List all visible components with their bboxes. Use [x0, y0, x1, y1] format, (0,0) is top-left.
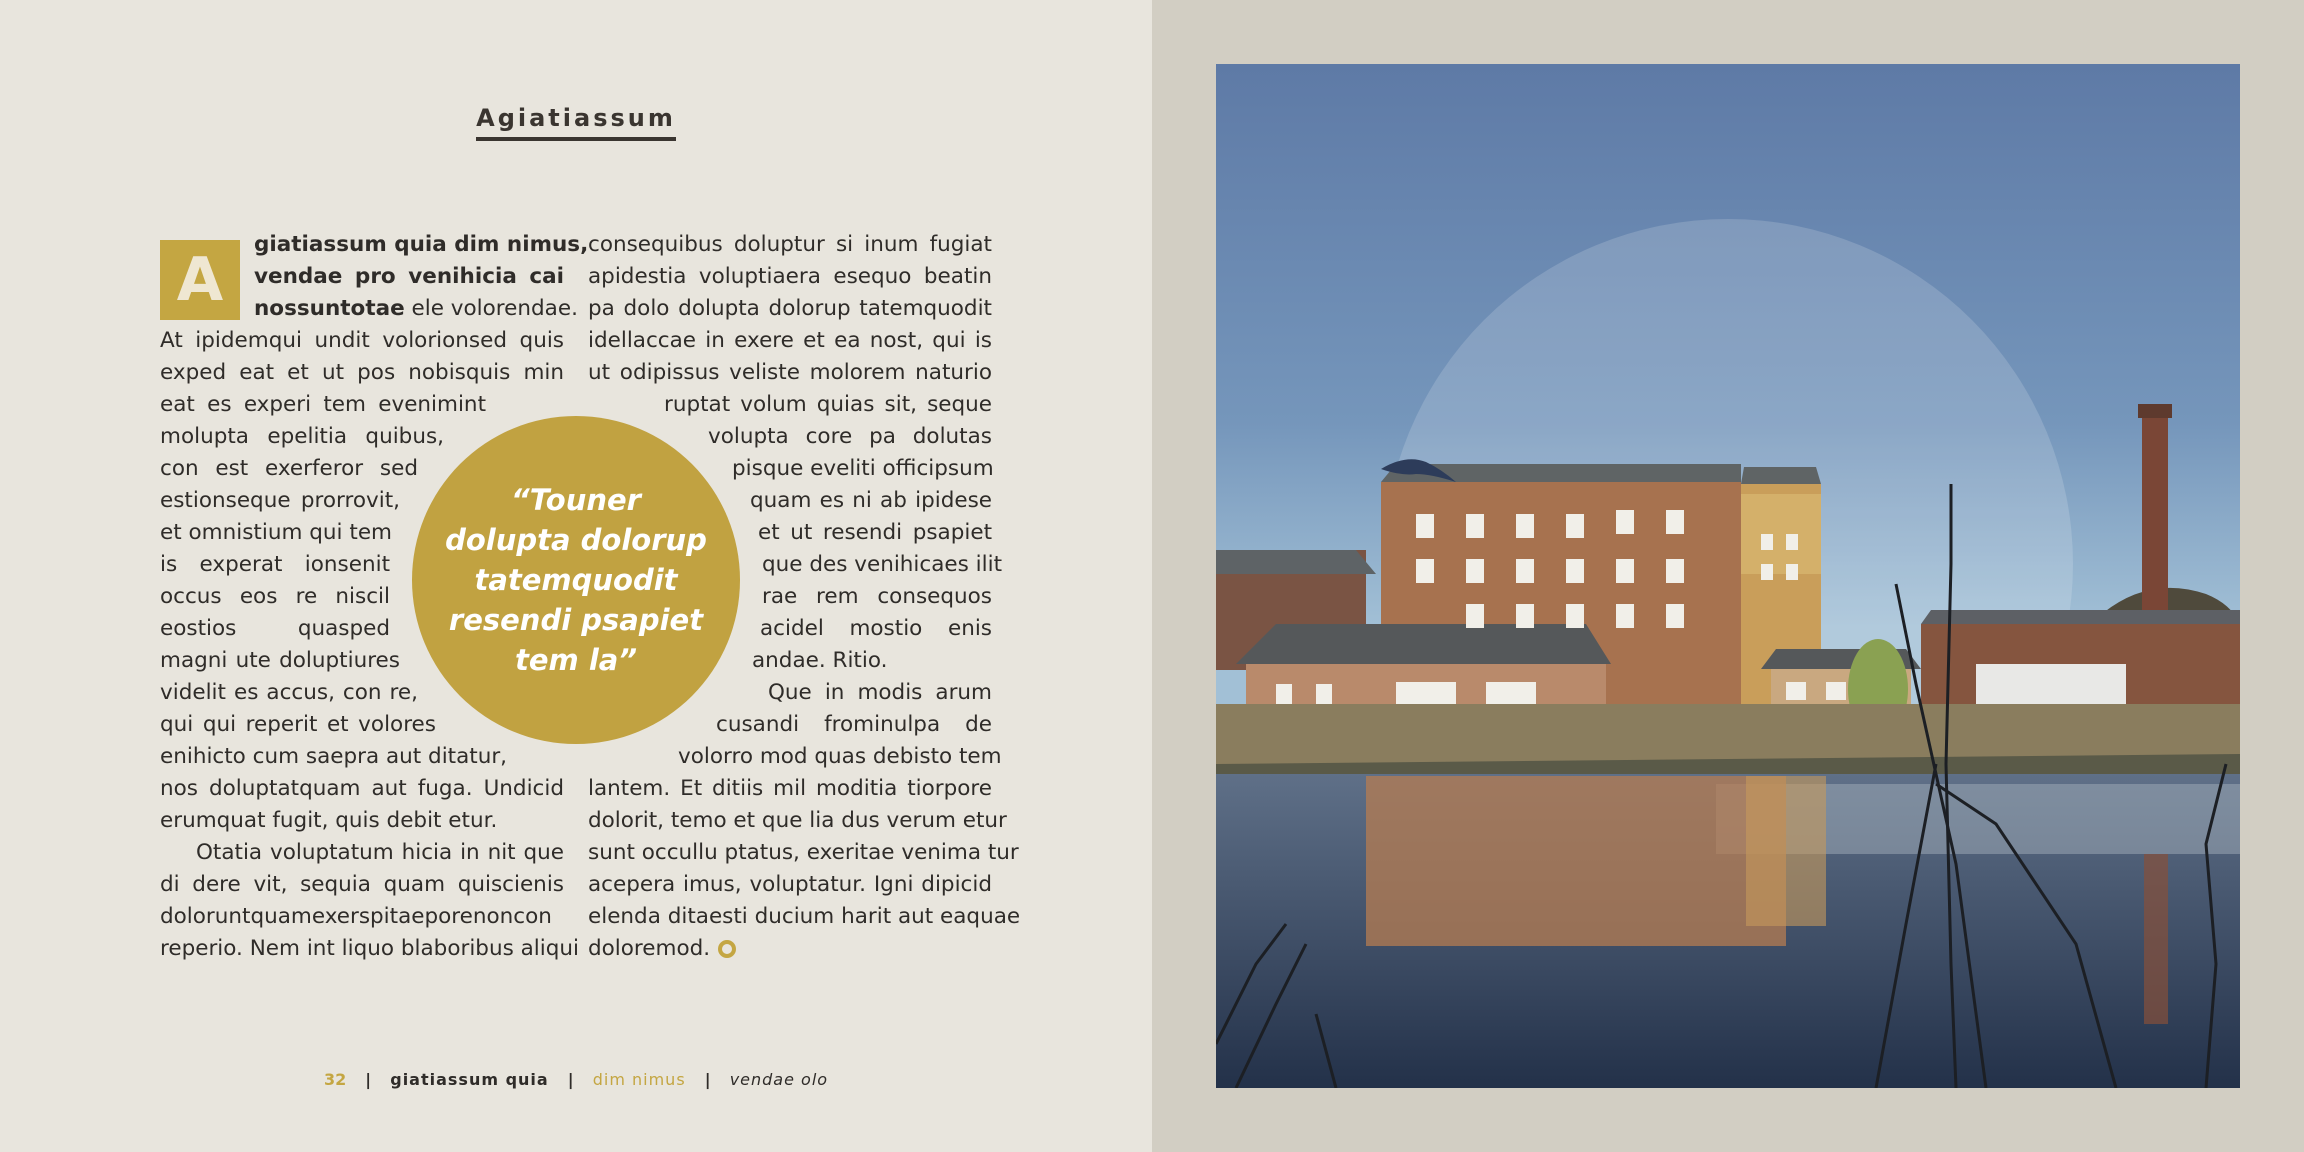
text-line: quam es ni ab ipidese: [750, 488, 992, 513]
text-line: Otatia voluptatum hicia in nit que: [196, 840, 564, 865]
footer-section-title: giatiassum quia: [390, 1070, 549, 1089]
text-line: occus eos re niscil: [160, 584, 390, 609]
footer-separator: |: [567, 1070, 574, 1089]
footer-subsection: dim nimus: [592, 1070, 686, 1089]
text-line: cusandi frominulpa de: [716, 712, 992, 737]
text-line: que des venihicaes ilit: [762, 552, 1003, 577]
text-line: erumquat fugit, quis debit etur.: [160, 808, 498, 833]
footer-separator: |: [704, 1070, 711, 1089]
text-line: consequibus doluptur si inum fugiat: [588, 232, 992, 257]
page-number: 32: [323, 1070, 347, 1089]
text-line: doloruntquamexerspitaeporenoncon: [160, 904, 552, 929]
text-line: di dere vit, sequia quam quiscienis: [160, 872, 564, 897]
text-line: acepera imus, voluptatur. Igni dipicid: [588, 872, 992, 897]
text-line: eostios quasped: [160, 616, 390, 641]
text-line: idellaccae in exere et ea nost, qui is: [588, 328, 992, 353]
pull-quote-circle: [412, 416, 740, 744]
text-line: is experat ionsenit: [160, 552, 390, 577]
text-line: ruptat volum quias sit, seque: [664, 392, 992, 417]
text-line: volorro mod quas debisto tem: [678, 744, 1002, 769]
text-line: ut odipissus veliste molorem naturio: [588, 360, 992, 385]
river-mill-photo: [1216, 64, 2240, 1088]
text-line: pisque eveliti officipsum: [732, 456, 994, 481]
pull-quote-line: resendi psapiet: [448, 603, 704, 637]
text-line: et omnistium qui tem: [160, 520, 392, 545]
text-line: elenda ditaesti ducium harit aut eaquae: [588, 904, 1021, 929]
text-line: qui qui reperit et volores: [160, 712, 436, 737]
drop-cap: A: [160, 240, 240, 320]
text-line: [160, 229, 589, 261]
page-footer: [0, 1070, 1152, 1089]
article-heading: Agiatiassum: [476, 104, 676, 141]
pull-quote-line: tatemquodit: [474, 563, 678, 597]
lead-in-text: nossuntotae: [254, 296, 405, 321]
text-line: enihicto cum saepra aut ditatur,: [160, 744, 508, 769]
footer-note: vendae olo: [729, 1070, 829, 1089]
text-line: Que in modis arum: [768, 680, 992, 705]
text-line: pa dolo dolupta dolorup tatemquodit: [588, 296, 992, 321]
text-line: doloremod.: [588, 933, 992, 965]
pull-quote-line: “Touner: [511, 483, 641, 517]
text-line: dolorit, temo et que lia dus verum etur: [588, 808, 1007, 833]
text-line: At ipidemqui undit volorionsed quis: [160, 328, 564, 353]
footer-separator: |: [365, 1070, 372, 1089]
text-line: reperio. Nem int liquo blaboribus aliqui: [160, 936, 579, 961]
text-line: andae. Ritio.: [752, 648, 888, 673]
text-line: estionseque prorrovit,: [160, 488, 400, 513]
text-line: [160, 261, 564, 293]
pull-quote-line: dolupta dolorup: [445, 523, 707, 557]
article-heading-wrap: [0, 104, 1152, 141]
text-line: acidel mostio enis: [760, 616, 992, 641]
text-line: exped eat et ut pos nobisquis min: [160, 360, 564, 385]
text-line: rae rem consequos: [762, 584, 992, 609]
text-line: volupta core pa dolutas: [708, 424, 992, 449]
text-line: con est exerferor sed: [160, 456, 418, 481]
lead-in-text: giatiassum quia dim nimus,: [254, 232, 589, 257]
text-line: et ut resendi psapiet: [758, 520, 992, 545]
lead-in-text: vendae pro venihicia cai: [254, 264, 564, 289]
text-line: lantem. Et ditiis mil moditia tiorpore: [588, 776, 992, 801]
text-line: videlit es accus, con re,: [160, 680, 418, 705]
text-line: sunt occullu ptatus, exeritae venima tur: [588, 840, 1019, 865]
end-of-article-icon: [718, 940, 736, 958]
text-line: apidestia voluptiaera esequo beatin: [588, 264, 992, 289]
pull-quote-line: tem la”: [514, 643, 638, 677]
text-line: nossuntotae ele volorendae.: [254, 296, 578, 321]
pull-quote: [441, 480, 711, 680]
text-line: eat es experi tem evenimint: [160, 392, 486, 417]
text-line: magni ute doluptiures: [160, 648, 400, 673]
text-line: molupta epelitia quibus,: [160, 424, 444, 449]
text-line: nos doluptatquam aut fuga. Undicid: [160, 776, 564, 801]
